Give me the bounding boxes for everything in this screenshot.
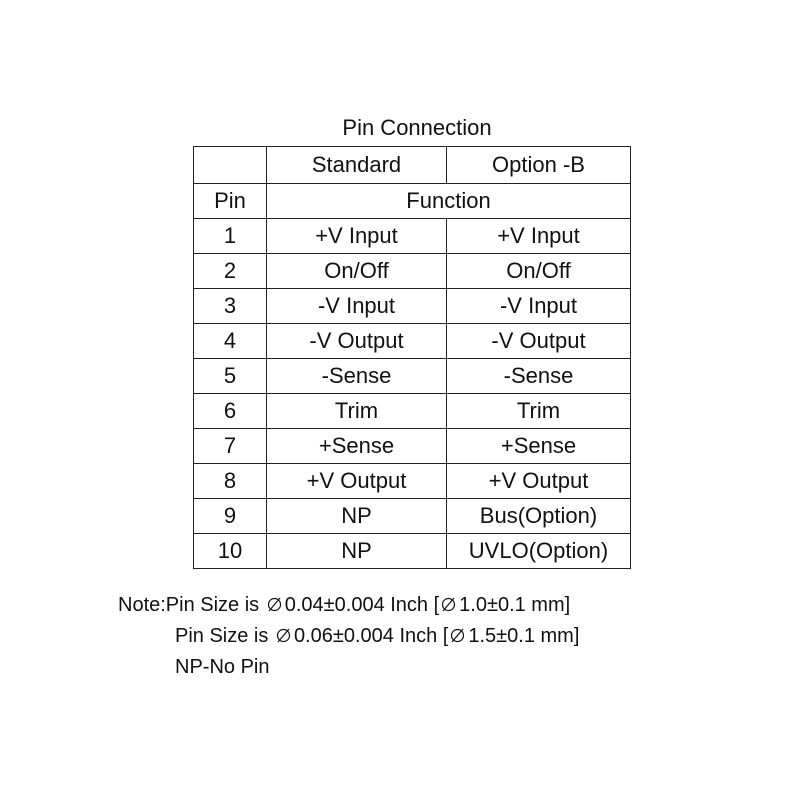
table-row [194,394,631,429]
pin-number-cell: 6 [194,394,267,429]
table-title: Pin Connection [342,115,492,140]
header-pin: Pin [194,184,267,219]
pin-number-cell: 2 [194,254,267,289]
table-row [194,289,631,324]
pin-number-cell: 8 [194,464,267,499]
diameter-icon [441,597,456,612]
option-b-function-cell: On/Off [447,254,631,289]
table-header-row [194,147,631,184]
standard-function-cell: -V Output [267,324,447,359]
pin-number-cell: 9 [194,499,267,534]
note-line-1 [118,590,579,621]
pin-number-cell: 7 [194,429,267,464]
standard-function-cell: -Sense [267,359,447,394]
header-function: Function [267,184,631,219]
header-standard: Standard [267,147,447,184]
note-line-2-inch: 0.06±0.004 Inch [ [293,625,449,647]
option-b-function-cell: -V Input [447,289,631,324]
note-line-2-prefix: Pin Size is [175,625,269,647]
table-row [194,254,631,289]
pin-number-cell: 5 [194,359,267,394]
note-line-1-mm: 1.0±0.1 mm] [459,594,571,616]
option-b-function-cell: +Sense [447,429,631,464]
header-blank-cell [194,147,267,184]
pin-number-cell: 10 [194,534,267,569]
note-line-3: NP-No Pin [175,656,270,678]
option-b-function-cell: +V Input [447,219,631,254]
diameter-icon [276,628,291,643]
header-option-b: Option -B [447,147,631,184]
table-row [194,499,631,534]
table-row [194,359,631,394]
option-b-function-cell: Bus(Option) [447,499,631,534]
option-b-function-cell: UVLO(Option) [447,534,631,569]
table-row [194,534,631,569]
option-b-function-cell: Trim [447,394,631,429]
option-b-function-cell: +V Output [447,464,631,499]
pin-number-cell: 4 [194,324,267,359]
standard-function-cell: Trim [267,394,447,429]
table-subheader-row [194,184,631,219]
standard-function-cell: +V Output [267,464,447,499]
diameter-icon [450,628,465,643]
standard-function-cell: +V Input [267,219,447,254]
table-row [194,464,631,499]
diameter-icon [267,597,282,612]
pin-number-cell: 3 [194,289,267,324]
pin-number-cell: 1 [194,219,267,254]
option-b-function-cell: -Sense [447,359,631,394]
standard-function-cell: +Sense [267,429,447,464]
standard-function-cell: NP [267,534,447,569]
table-row [194,324,631,359]
pin-connection-table [193,146,631,569]
table-row [194,219,631,254]
notes-block [118,590,579,683]
standard-function-cell: On/Off [267,254,447,289]
note-line-2-mm: 1.5±0.1 mm] [468,625,580,647]
table-row [194,429,631,464]
option-b-function-cell: -V Output [447,324,631,359]
standard-function-cell: -V Input [267,289,447,324]
note-line-1-inch: 0.04±0.004 Inch [ [284,594,440,616]
note-line-1-prefix: Note:Pin Size is [118,594,260,616]
note-line-2 [118,621,579,652]
standard-function-cell: NP [267,499,447,534]
